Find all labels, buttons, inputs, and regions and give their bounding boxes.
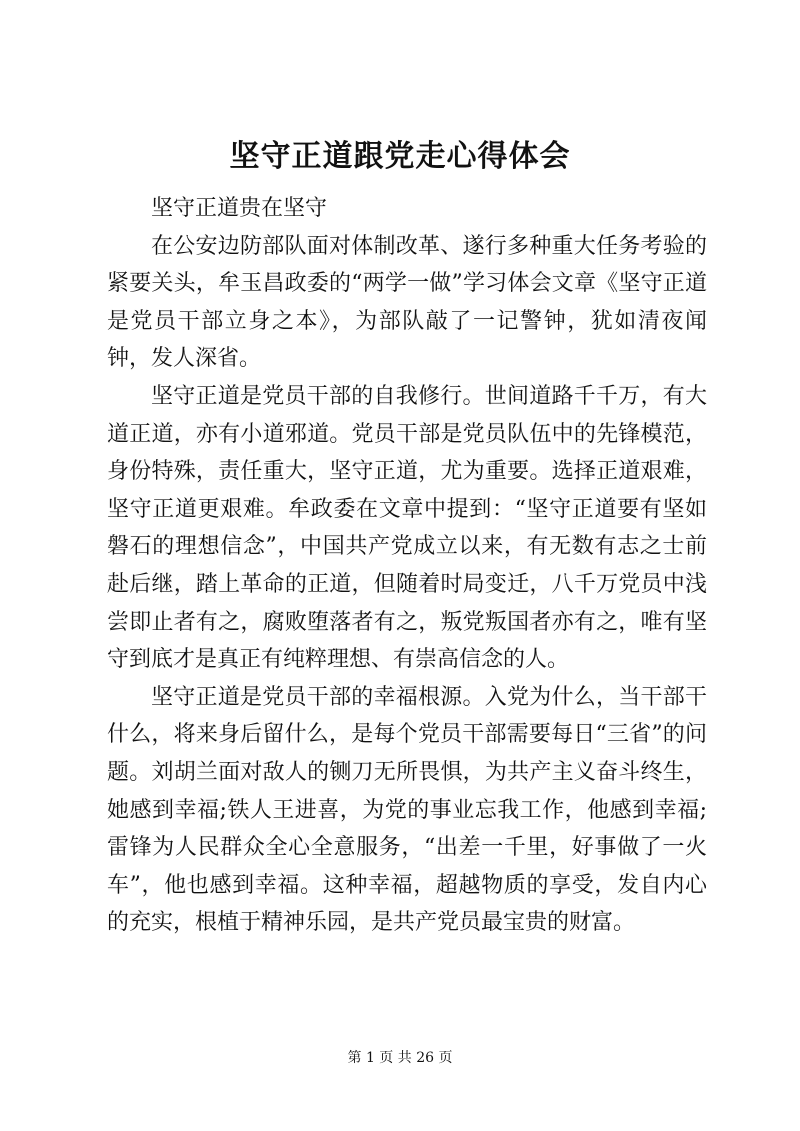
document-body	[107, 190, 707, 942]
page-number-footer: 第 1 页 共 26 页	[347, 1050, 453, 1066]
body-paragraph: 坚守正道是党员干部的自我修行。世间道路千千万，有大道正道，亦有小道邪道。党员干部是党员队伍中的先锋模范，身份特殊，责任重大，坚守正道，尤为重要。选择正道艰难，坚守正道更艰难。牟政委在文章中提到：“坚守正道要有坚如磐石的理想信念”，中国共产党成立以来，有无数有志之士前赴后继，踏上革命的正道，但随着时局变迁，八千万党员中浅尝即止者有之，腐败堕落者有之，叛党叛国者亦有之，唯有坚守到底才是真正有纯粹理想、有崇高信念的人。	[107, 383, 707, 673]
body-paragraph: 坚守正道是党员干部的幸福根源。入党为什么，当干部干什么，将来身后留什么，是每个党员干部需要每日“三省”的问题。刘胡兰面对敌人的铡刀无所畏惧，为共产主义奋斗终生，她感到幸福;铁人王进喜，为党的事业忘我工作，他感到幸福;雷锋为人民群众全心全意服务，“出差一千里，好事做了一火车”，他也感到幸福。这种幸福，超越物质的享受，发自内心的充实，根植于精神乐园，是共产党员最宝贵的财富。	[107, 684, 707, 936]
body-paragraph: 在公安边防部队面对体制改革、遂行多种重大任务考验的紧要关头，牟玉昌政委的“两学一做”学习体会文章《坚守正道是党员干部立身之本》，为部队敲了一记警钟，犹如清夜闻钟，发人深省。	[107, 233, 707, 372]
subtitle-paragraph: 坚守正道贵在坚守	[151, 196, 328, 221]
page-title: 坚守正道跟党走心得体会	[229, 139, 571, 174]
